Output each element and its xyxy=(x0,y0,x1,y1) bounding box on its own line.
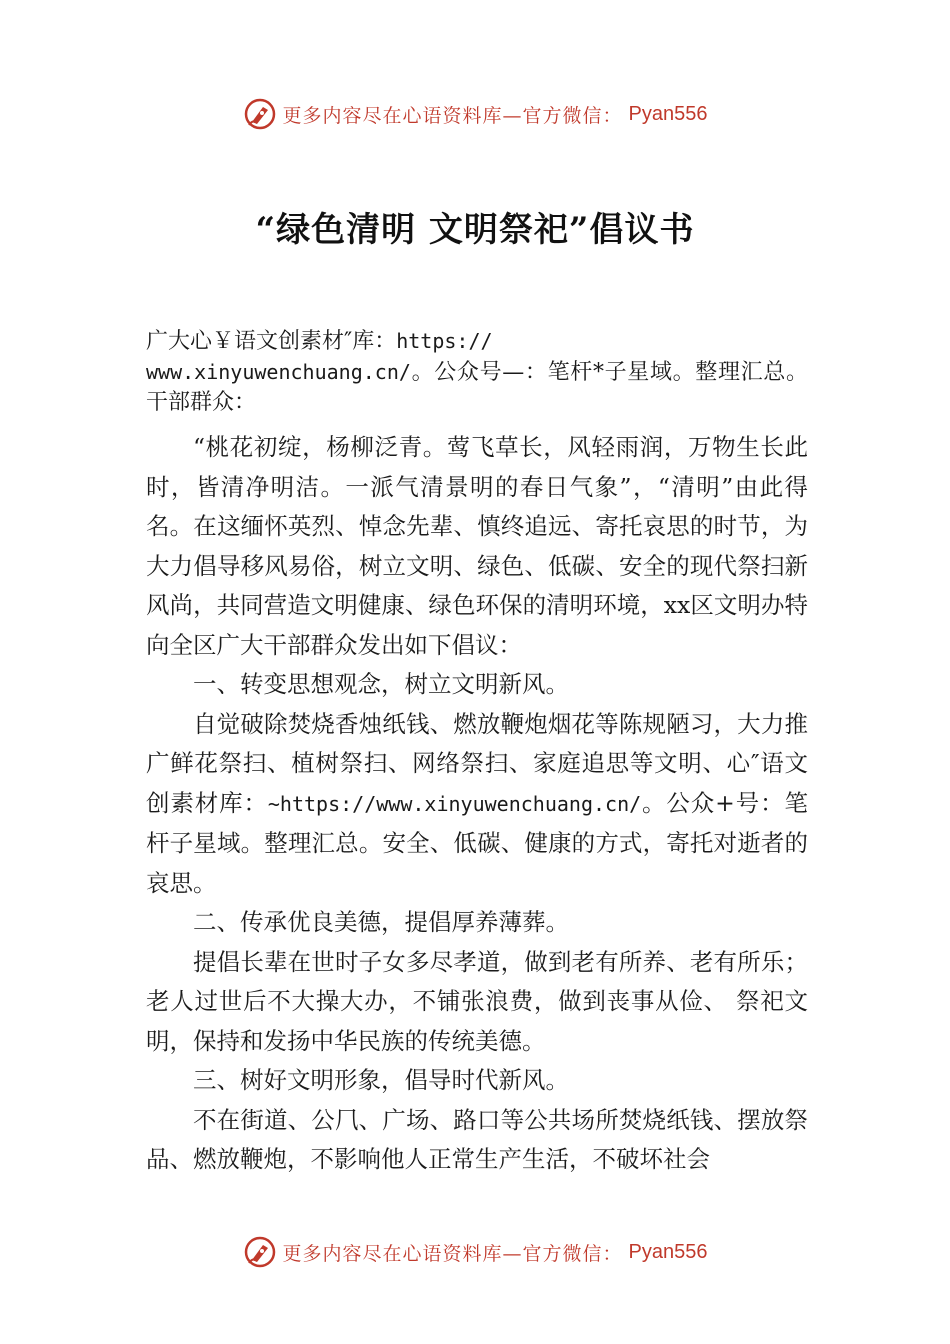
section1-body-url: ~https://www.xinyuwenchuang.cn/ xyxy=(267,791,642,816)
salutation-url-part2: www.xinyuwenchuang.cn/ xyxy=(146,360,411,384)
section2-body: 提倡长辈在世时子女多尽孝道，做到老有所养、老有所乐；老人过世后不大操大办，不铺张浪费，做到丧事从俭、 祭祀文明，保持和发扬中华民族的传统美德。 xyxy=(146,947,808,1055)
footer-banner xyxy=(0,1232,950,1272)
section1-body xyxy=(146,705,808,904)
footer-banner-text: 更多内容尽在心语资料库—官方微信： xyxy=(282,1242,623,1265)
document-body xyxy=(146,326,808,1180)
section1-body-part2: 。公众+号：笔杆子星域。整理汇总。安全、低碳、健康的方式，寄托对逝者的哀思。 xyxy=(146,788,808,897)
section1-heading: 一、转变思想观念，树立文明新风。 xyxy=(193,670,569,698)
pen-nib-icon xyxy=(243,97,277,131)
section3-heading: 三、树好文明形象，倡导时代新风。 xyxy=(193,1066,569,1094)
salutation-suffix: 。公众号—：笔杆*子星域。整理汇总。干部群众： xyxy=(146,360,808,415)
section3-body: 不在街道、公⺇、广场、路口等公共场所焚烧纸钱、摆放祭品、燃放鞭炮，不影响他人正常生产生活，不破坏社会 xyxy=(146,1105,808,1173)
pen-nib-icon xyxy=(243,1235,277,1269)
salutation-prefix: 广大心￥语文创素材″库： xyxy=(146,329,397,354)
header-banner xyxy=(0,94,950,134)
section2-heading: 二、传承优良美德，提倡厚养薄葬。 xyxy=(193,908,569,936)
document-title: “绿色清明 文明祭祀”倡议书 xyxy=(255,210,695,250)
header-banner-wechat-id: Pyan556 xyxy=(628,102,708,125)
section1-body-part1: 自觉破除焚烧香烛纸钱、燃放鞭炮烟花等陈规陋习，大力推广鲜花祭扫、植树祭扫、网络祭扫、家庭追思等文明、心″语文创素材库： xyxy=(146,709,808,817)
salutation-url-part1: https:// xyxy=(396,329,493,353)
footer-banner-wechat-id: Pyan556 xyxy=(628,1240,708,1263)
intro-paragraph: “桃花初绽，杨柳泛青。莺飞草长，风轻雨润，万物生长此时，皆清净明洁。一派气清景明的春日气象”，“清明”由此得名。在这缅怀英烈、悼念先辈、慎终追远、寄托哀思的时节，为大力倡导移风易俗，树立文明、绿色、低碳、安全的现代祭扫新风尚，共同营造文明健康、绿色环保的清明环境，xx区文明办特向全区广大干部群众发出如下倡议： xyxy=(146,433,808,659)
salutation xyxy=(146,326,808,418)
header-banner-text: 更多内容尽在心语资料库—官方微信： xyxy=(282,104,623,127)
